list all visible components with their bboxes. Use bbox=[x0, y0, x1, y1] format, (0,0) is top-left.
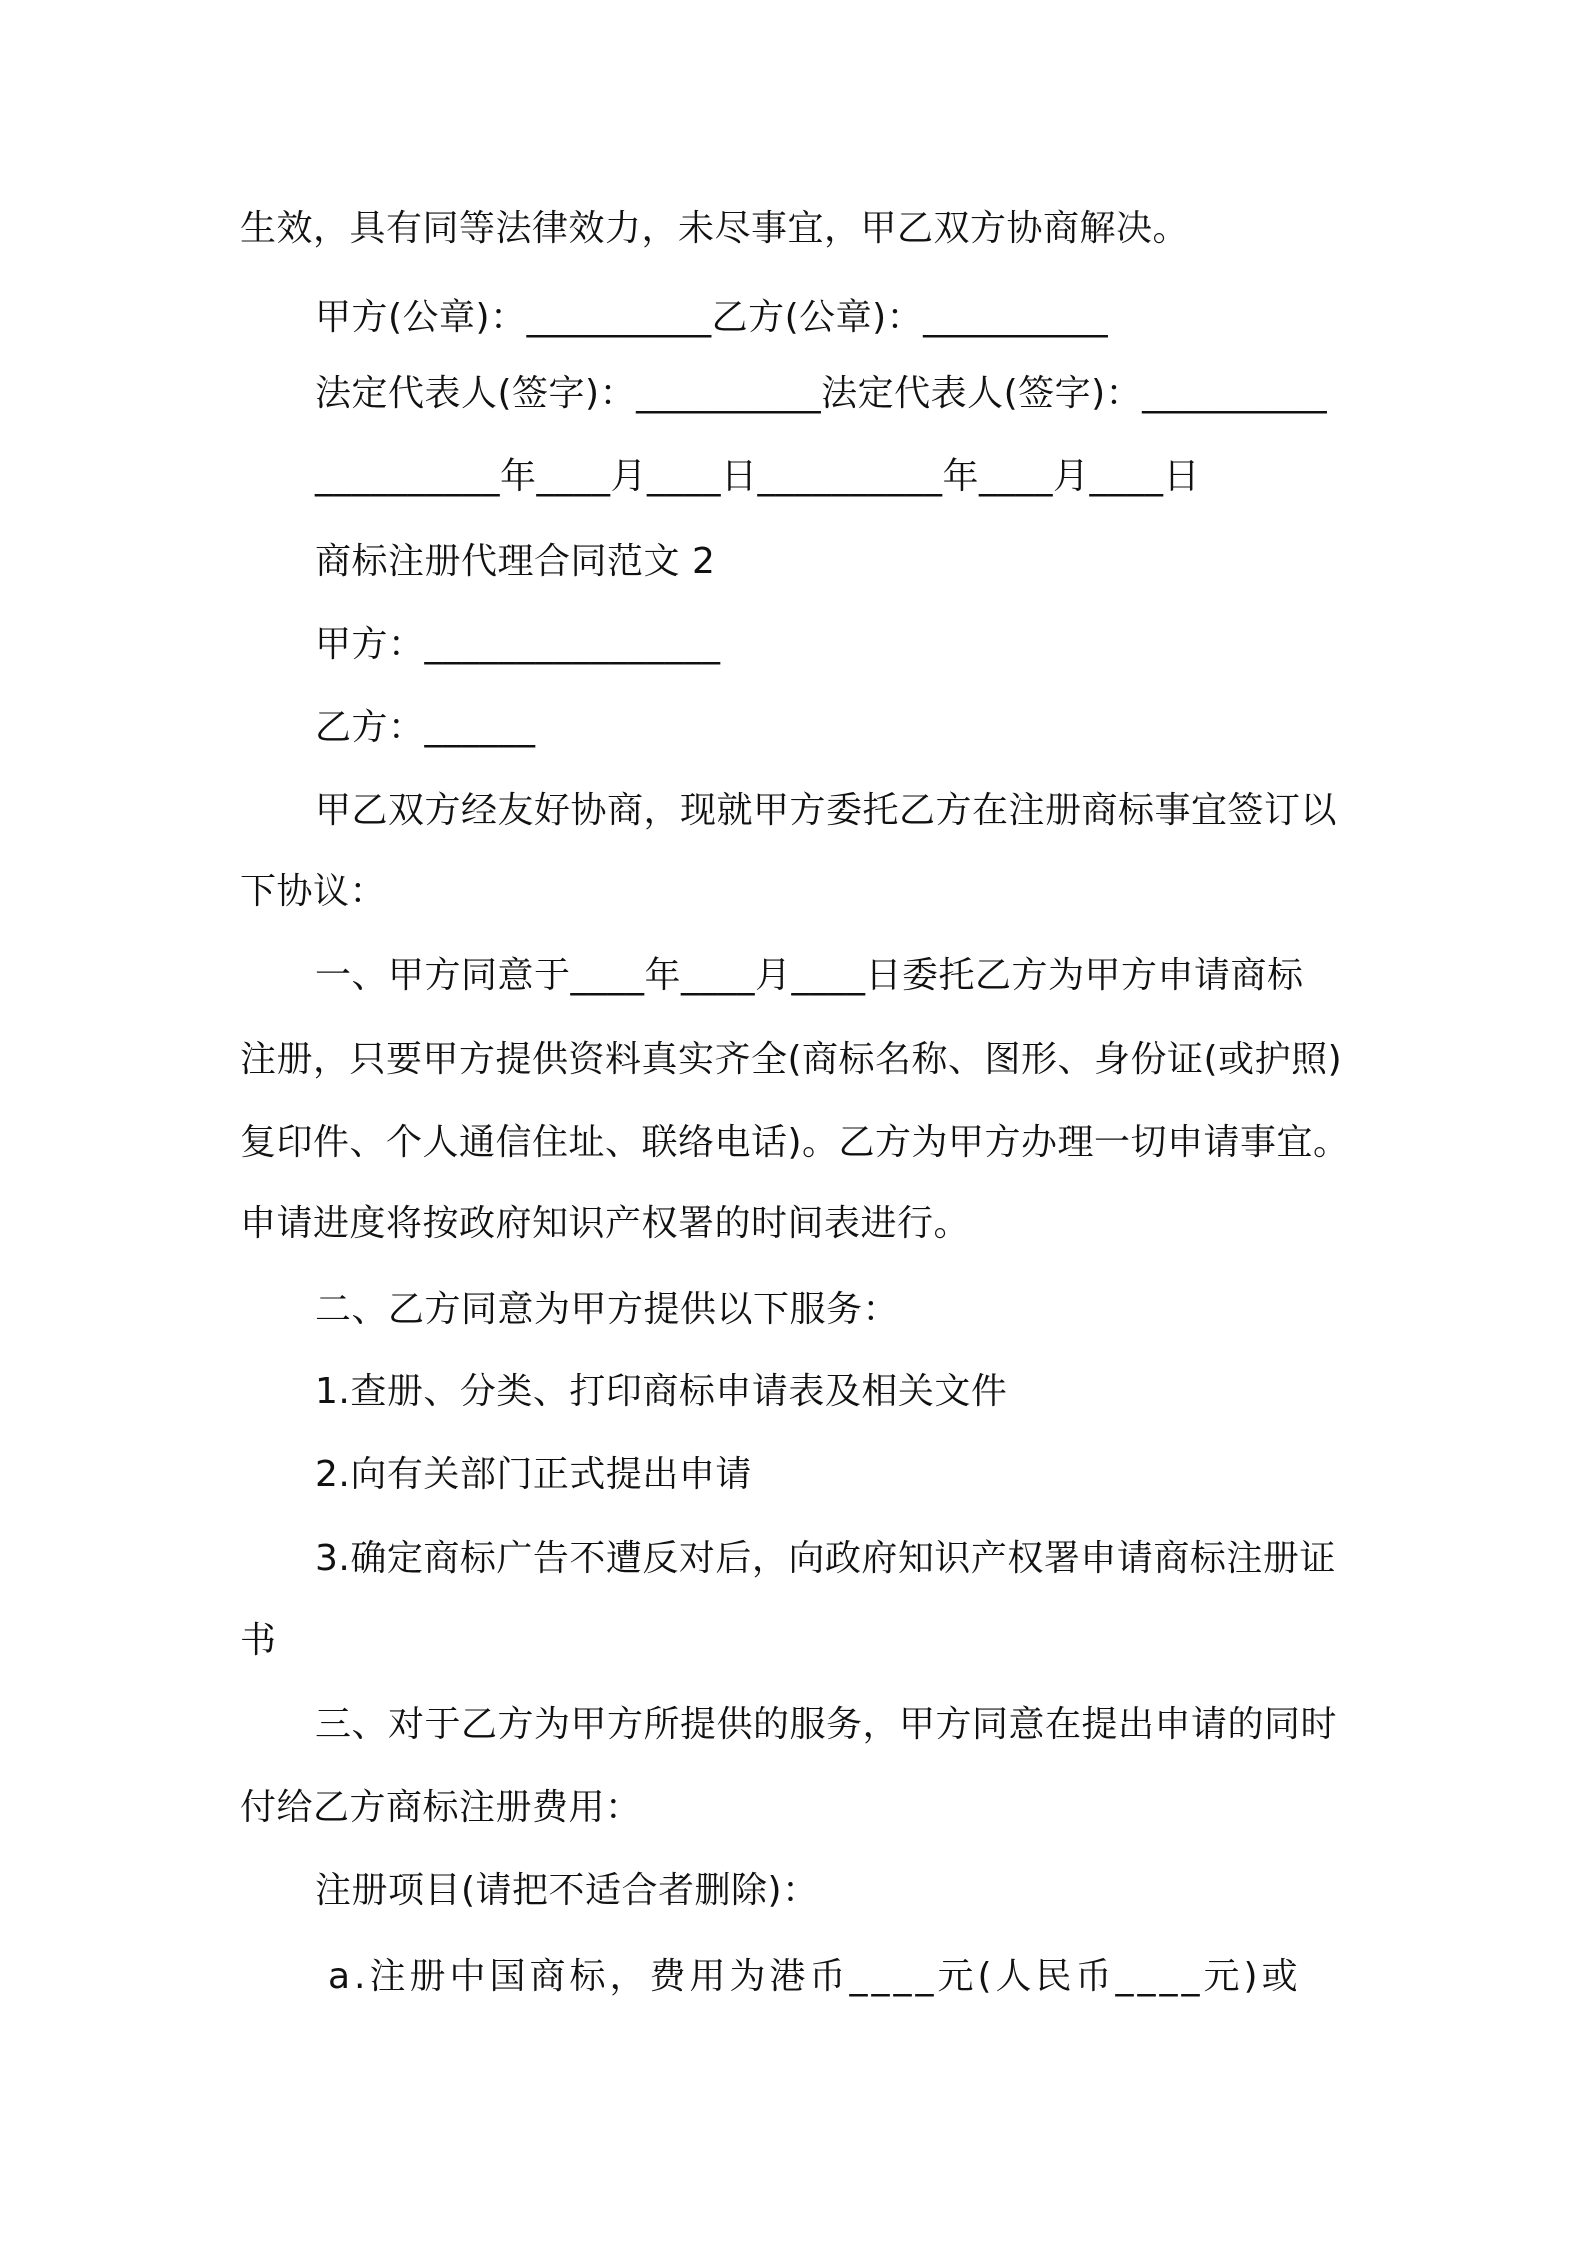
list-item: 书 bbox=[240, 1620, 277, 1661]
list-item: 3.确定商标广告不遭反对后，向政府知识产权署申请商标注册证 bbox=[315, 1538, 1336, 1579]
clause-line: 申请进度将按政府知识产权署的时间表进行。 bbox=[240, 1203, 971, 1244]
party-a-line: 甲方：________________ bbox=[315, 624, 721, 665]
clause-line: 一、甲方同意于____年____月____日委托乙方为甲方申请商标 bbox=[315, 955, 1304, 996]
signature-line-representative: 法定代表人(签字)：__________法定代表人(签字)：__________ bbox=[315, 373, 1328, 414]
list-item: a.注册中国商标，费用为港币____元(人民币____元)或 bbox=[328, 1956, 1302, 1997]
list-item: 2.向有关部门正式提出申请 bbox=[315, 1454, 752, 1495]
party-b-line: 乙方：______ bbox=[315, 707, 536, 748]
signature-line-date: __________年____月____日__________年____月____日 bbox=[315, 456, 1200, 497]
clause-line: 三、对于乙方为甲方所提供的服务，甲方同意在提出申请的同时 bbox=[315, 1704, 1338, 1745]
paragraph-line: 下协议： bbox=[240, 871, 387, 912]
paragraph-line: 生效，具有同等法律效力，未尽事宜，甲乙双方协商解决。 bbox=[240, 208, 1190, 249]
clause-line: 注册，只要甲方提供资料真实齐全(商标名称、图形、身份证(或护照) bbox=[240, 1039, 1343, 1080]
clause-line: 二、乙方同意为甲方提供以下服务： bbox=[315, 1289, 900, 1330]
paragraph-line: 注册项目(请把不适合者删除)： bbox=[315, 1870, 819, 1911]
paragraph-line: 甲乙双方经友好协商，现就甲方委托乙方在注册商标事宜签订以 bbox=[315, 790, 1338, 831]
signature-line-seal: 甲方(公章)：__________乙方(公章)：__________ bbox=[315, 297, 1109, 338]
clause-line: 复印件、个人通信住址、联络电话)。乙方为甲方办理一切申请事宜。 bbox=[240, 1122, 1350, 1163]
clause-line: 付给乙方商标注册费用： bbox=[240, 1787, 642, 1828]
section-title: 商标注册代理合同范文 2 bbox=[315, 541, 716, 582]
list-item: 1.查册、分类、打印商标申请表及相关文件 bbox=[315, 1371, 1008, 1412]
